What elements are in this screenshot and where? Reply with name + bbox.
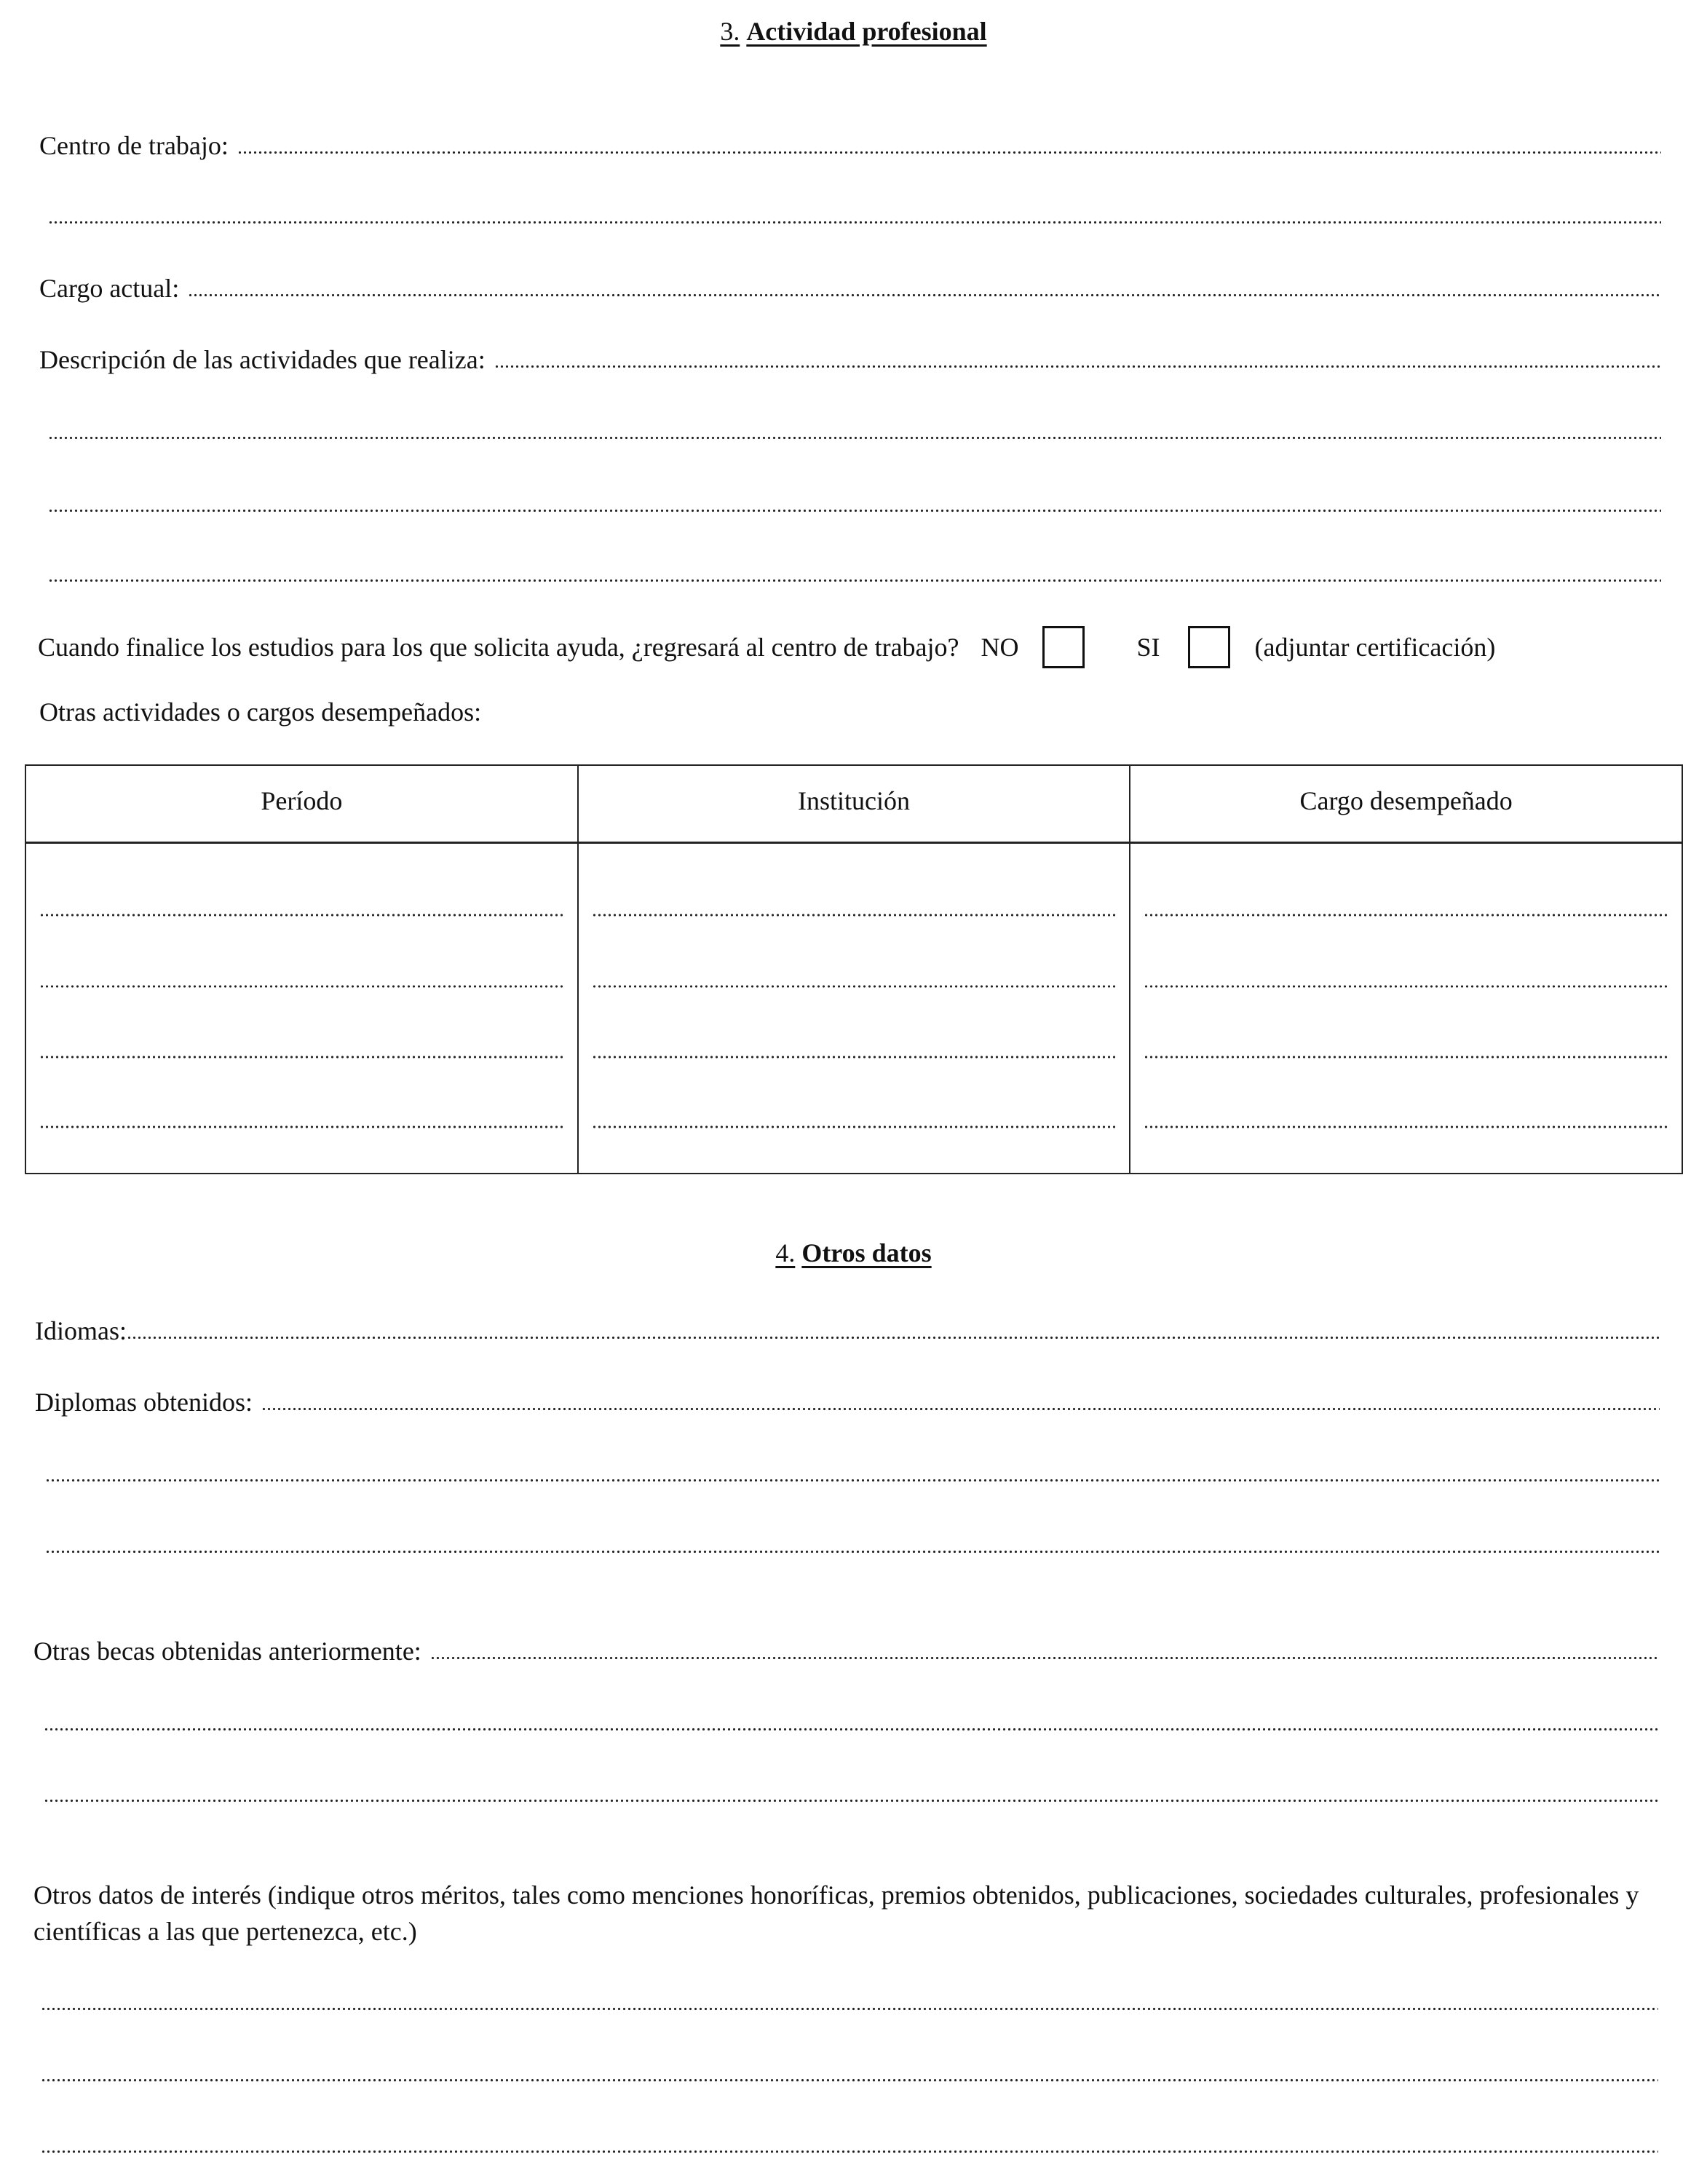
descripcion-field[interactable] [494,339,1661,368]
section-4-number: 4. [775,1238,796,1267]
periodo-line-3[interactable] [39,1055,564,1059]
institucion-line-1[interactable] [592,913,1117,917]
centro-trabajo-field[interactable] [237,125,1661,154]
periodo-line-2[interactable] [39,984,564,989]
no-checkbox[interactable] [1042,626,1085,668]
section-4-heading: Otros datos [801,1238,932,1267]
si-checkbox[interactable] [1188,626,1230,668]
cargo-line-1[interactable] [1144,913,1668,917]
descripcion-label: Descripción de las actividades que realiza: [39,345,486,374]
interes-field-2[interactable] [41,2053,1658,2082]
section-3-number: 3. [720,17,740,46]
otras-actividades-row [39,696,481,728]
becas-row [33,1631,1660,1667]
becas-row-3 [44,1773,1660,1803]
regreso-question: Cuando finalice los estudios para los que solicita ayuda, ¿regresará al centro de trabajo? [38,633,959,662]
interes-row-3 [41,2124,1658,2153]
descripcion-field-3[interactable] [48,483,1661,513]
descripcion-row-4 [48,553,1661,582]
cargo-actual-field[interactable] [188,268,1661,297]
cargo-actual-label: Cargo actual: [39,274,180,303]
interes-field-3[interactable] [41,2124,1658,2153]
otras-actividades-table [25,764,1683,1174]
interes-row-2 [41,2053,1658,2082]
becas-label: Otras becas obtenidas anteriormente: [33,1637,421,1666]
header-cargo: Cargo desempeñado [1130,765,1682,843]
centro-trabajo-row-2 [48,195,1661,224]
institucion-line-4[interactable] [592,1125,1117,1129]
becas-row-2 [44,1702,1660,1731]
interes-field-1[interactable] [41,1982,1658,2011]
periodo-line-4[interactable] [39,1125,564,1129]
diplomas-field-3[interactable] [45,1524,1660,1554]
idiomas-row [35,1310,1660,1347]
descripcion-row-3 [48,483,1661,513]
section-3-title [0,16,1707,47]
diplomas-field[interactable] [261,1382,1660,1411]
table-header-row [25,765,1682,843]
becas-field-3[interactable] [44,1773,1660,1803]
no-label: NO [981,633,1019,662]
descripcion-field-4[interactable] [48,553,1661,582]
diplomas-field-2[interactable] [45,1453,1660,1482]
section-4-title [0,1238,1707,1268]
otras-actividades-label: Otras actividades o cargos desempeñados: [39,697,482,727]
descripcion-row [39,339,1661,376]
idiomas-label: Idiomas: [35,1316,127,1345]
interes-text: Otros datos de interés (indique otros méritos, tales como menciones honoríficas, premios obtenidos, publicaciones, sociedades culturales, profesionales y científicas a las que pertenezca, etc.) [33,1880,1639,1946]
institucion-line-2[interactable] [592,984,1117,989]
centro-trabajo-field-2[interactable] [48,195,1661,224]
becas-field[interactable] [430,1631,1660,1660]
si-label: SI [1136,633,1160,662]
institucion-cell[interactable] [578,843,1130,1174]
centro-trabajo-row [39,125,1661,162]
cargo-cell[interactable] [1130,843,1682,1174]
cargo-actual-row [39,268,1661,304]
header-periodo: Período [25,765,578,843]
cargo-line-2[interactable] [1144,984,1668,989]
diplomas-row-2 [45,1453,1660,1482]
diplomas-row-3 [45,1524,1660,1554]
section-3-heading: Actividad profesional [746,17,987,46]
institucion-line-3[interactable] [592,1055,1117,1059]
becas-field-2[interactable] [44,1702,1660,1731]
table-row [25,843,1682,1174]
cargo-line-4[interactable] [1144,1125,1668,1129]
cargo-line-3[interactable] [1144,1055,1668,1059]
header-institucion: Institución [578,765,1130,843]
descripcion-row-2 [48,411,1661,440]
idiomas-field[interactable] [127,1310,1660,1340]
centro-trabajo-label: Centro de trabajo: [39,131,229,160]
periodo-cell[interactable] [25,843,578,1174]
adjuntar-note: (adjuntar certificación) [1254,633,1496,662]
regreso-row [38,626,1683,668]
descripcion-field-2[interactable] [48,411,1661,440]
periodo-line-1[interactable] [39,913,564,917]
interes-row-1 [41,1982,1658,2011]
diplomas-row [35,1382,1660,1418]
diplomas-label: Diplomas obtenidos: [35,1388,253,1417]
